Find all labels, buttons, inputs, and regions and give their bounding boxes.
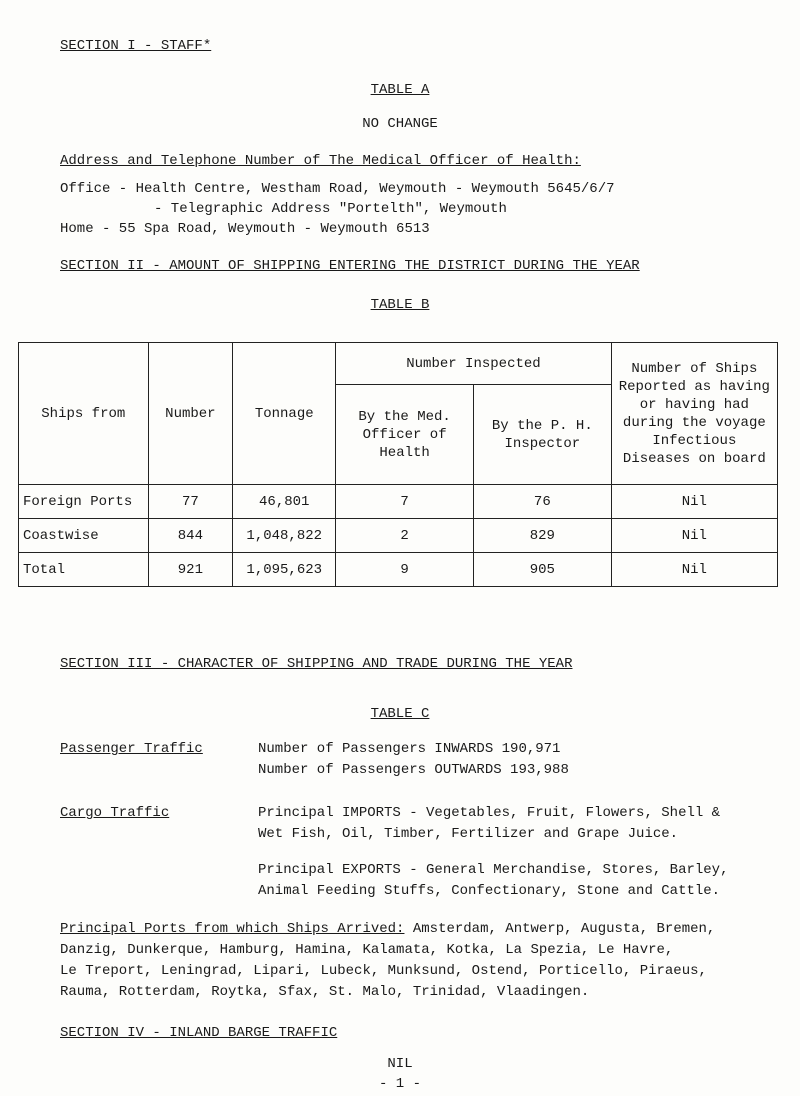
passengers-inwards: Number of Passengers INWARDS 190,971 [258,741,561,757]
passenger-traffic-label: Passenger Traffic [60,741,203,757]
ports-label: Principal Ports from which Ships Arrived: [60,921,405,937]
cell-tonnage: 46,801 [233,485,336,519]
imports-line-1: Principal IMPORTS - Vegetables, Fruit, Flowers, Shell & [258,805,721,821]
address-heading: Address and Telephone Number of The Medical Officer of Health: [60,153,581,169]
section-1-status: NO CHANGE [362,116,438,132]
table-a-title: TABLE A [370,82,430,98]
section-2-heading-text: SECTION II - AMOUNT OF SHIPPING ENTERING THE DISTRICT DURING THE YEAR [60,258,640,274]
cell-tonnage: 1,048,822 [233,519,336,553]
ports-paragraph [60,921,715,937]
section-4-status: NIL [387,1056,413,1072]
cell-number: 844 [148,519,233,553]
cell-moh: 7 [336,485,474,519]
ports-line-4: Rauma, Rotterdam, Roytka, Sfax, St. Malo, Trinidad, Vlaadingen. [60,984,590,1000]
passengers-outwards: Number of Passengers OUTWARDS 193,988 [258,762,569,778]
ports-line-2: Danzig, Dunkerque, Hamburg, Hamina, Kalamata, Kotka, La Spezia, Le Havre, [60,942,674,958]
table-row [19,553,778,587]
header-by-moh: By the Med. Officer of Health [336,385,474,485]
cell-from: Coastwise [19,519,149,553]
shipping-table [18,342,778,587]
header-infectious: Number of Ships Reported as having or having had during the voyage Infectious Diseases on board [611,343,777,485]
ports-line-1: Amsterdam, Antwerp, Augusta, Bremen, [412,921,716,937]
imports-line-2: Wet Fish, Oil, Timber, Fertilizer and Grape Juice. [258,826,679,842]
table-row [19,485,778,519]
telegraphic-line: - Telegraphic Address "Portelth", Weymouth [154,201,507,217]
cell-infectious: Nil [611,553,777,587]
cell-phi: 905 [473,553,611,587]
table-c-title: TABLE C [370,706,430,722]
header-number-inspected: Number Inspected [336,343,611,385]
cell-phi: 76 [473,485,611,519]
cell-infectious: Nil [611,485,777,519]
table-b-title: TABLE B [370,297,430,313]
exports-line-1: Principal EXPORTS - General Merchandise, Stores, Barley, [258,862,729,878]
ports-line-3: Le Treport, Leningrad, Lipari, Lubeck, Munksund, Ostend, Porticello, Piraeus, [60,963,707,979]
home-line: Home - 55 Spa Road, Weymouth - Weymouth 6513 [60,221,430,237]
cell-from: Total [19,553,149,587]
cell-tonnage: 1,095,623 [233,553,336,587]
section-3-heading: SECTION III - CHARACTER OF SHIPPING AND TRADE DURING THE YEAR [60,656,573,672]
cell-moh: 2 [336,519,474,553]
exports-line-2: Animal Feeding Stuffs, Confectionary, Stone and Cattle. [258,883,721,899]
cell-number: 77 [148,485,233,519]
cargo-traffic-label: Cargo Traffic [60,805,170,821]
page-number: - 1 - [378,1076,421,1092]
cell-from: Foreign Ports [19,485,149,519]
cell-phi: 829 [473,519,611,553]
office-line: Office - Health Centre, Westham Road, Weymouth - Weymouth 5645/6/7 [60,181,615,197]
cell-moh: 9 [336,553,474,587]
header-ships-from: Ships from [19,343,149,485]
header-number: Number [148,343,233,485]
cell-infectious: Nil [611,519,777,553]
cell-number: 921 [148,553,233,587]
header-by-phi: By the P. H. Inspector [473,385,611,485]
section-4-heading: SECTION IV - INLAND BARGE TRAFFIC [60,1025,338,1041]
table-row [19,519,778,553]
header-tonnage: Tonnage [233,343,336,485]
section-1-heading: SECTION I - STAFF* [60,38,212,54]
